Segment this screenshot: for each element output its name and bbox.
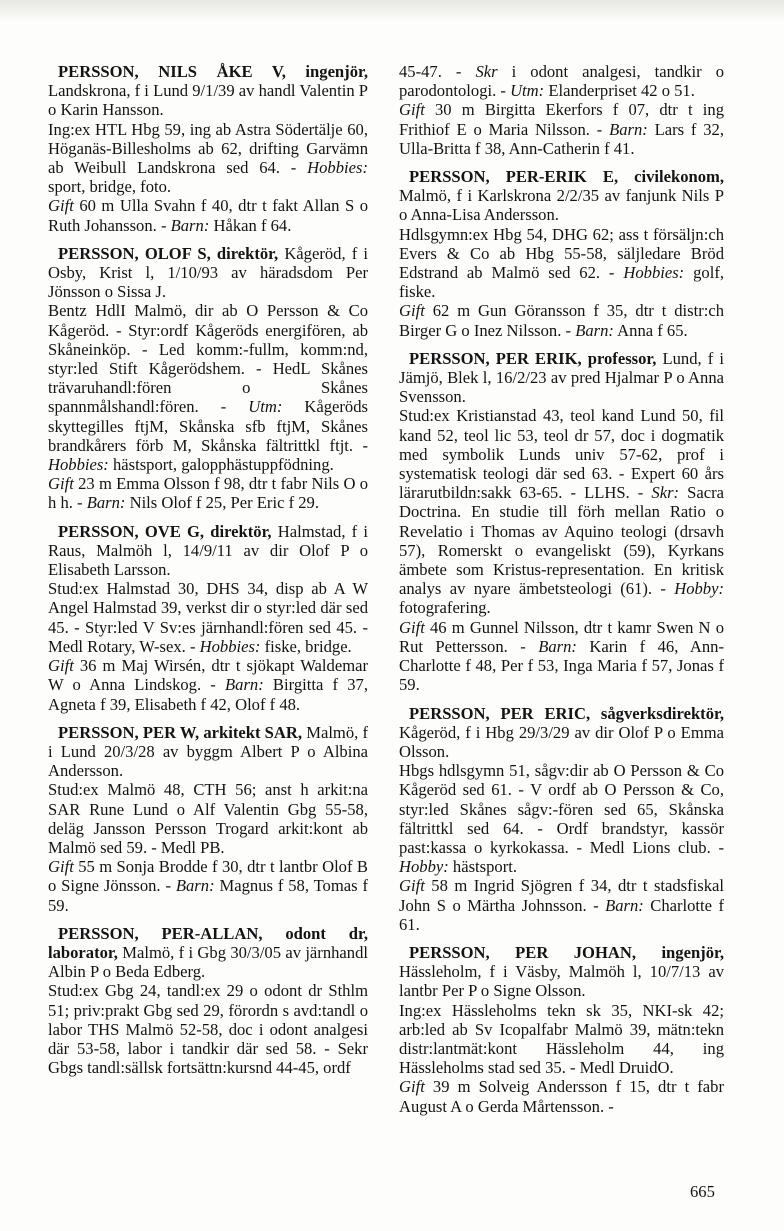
- field-label: Utm:: [510, 81, 545, 101]
- entry-career-paragraph: [399, 943, 724, 1077]
- field-label: Hobby:: [399, 857, 449, 877]
- entry-text: Hdlsgymn:ex Hbg 54, DHG 62; ass t försäljn:ch Evers & Co ab Hbg 55-58, säljledare Bröd Edstrand ab Malmö sed 62. -: [399, 224, 724, 283]
- entry-intro: Malmö, f i Karlskrona 2/2/35 av fanjunk Nils P o Anna-Lisa Andersson.: [399, 186, 724, 225]
- entry-intro: Landskrona, f i Lund 9/1/39 av handl Valentin P o Karin Hansson.: [48, 81, 368, 120]
- entry-text: Birgitta f 37, Agneta f 39, Elisabeth f 42, Olof f 48.: [48, 675, 368, 714]
- field-label: Hobbies:: [307, 158, 368, 178]
- entry-name: PERSSON, PER-ERIK E,: [409, 167, 619, 187]
- entry-name: PERSSON, PER W,: [58, 722, 200, 742]
- entry-name: PERSSON, PER-ALLAN,: [58, 923, 263, 943]
- entry-text: Ing:ex HTL Hbg 59, ing ab Astra Södertälje 60, Höganäs-Billesholms ab 62, drifting Garvämn ab Weibull Landskrona sed 64. -: [48, 119, 368, 178]
- entry-name: PERSSON, OVE G,: [58, 521, 205, 541]
- entry-career-paragraph: [48, 723, 368, 857]
- entry-text: Ing:ex Hässleholms tekn sk 35, NKI-sk 42; arb:led ab Sv Icopalfabr Malmö 39, mätn:tekn distr:lantmät:kont Hässleholm 44, ing Hässleholms stad sed 35. - Medl DruidO.: [399, 1000, 724, 1078]
- entry-title: direktör,: [210, 243, 279, 263]
- entry-text: 30 m Birgitta Ekerfors f 07, dtr t ing Frithiof E o Maria Nilsson. -: [399, 100, 724, 139]
- entry-text: 45-47. -: [399, 62, 476, 81]
- page-top-shadow: [0, 0, 784, 22]
- field-label: Gift: [48, 196, 74, 216]
- field-label: Gift: [399, 876, 425, 896]
- entry-intro: Lund, f i Jämjö, Blek l, 16/2/23 av pred Hjalmar P o Anna Svensson.: [399, 348, 724, 407]
- biography-entry: [399, 704, 724, 934]
- entry-text: 23 m Emma Olsson f 98, dtr t fabr Nils O o h h. -: [48, 474, 368, 513]
- entry-text: 46 m Gunnel Nilsson, dtr t kamr Swen N o Rut Pettersson. -: [399, 617, 724, 656]
- entry-text: 58 m Ingrid Sjögren f 34, dtr t stadsfiskal John S o Märtha Johnsson. -: [399, 876, 724, 915]
- entry-text: Lars f 32, Ulla-Britta f 38, Ann-Catherin f 41.: [399, 119, 724, 158]
- field-label: Barn:: [175, 876, 215, 896]
- entry-title: direktör,: [204, 521, 272, 541]
- entry-text: Stud:ex Malmö 48, CTH 56; anst h arkit:na SAR Rune Lund o Alf Valentin Gbg 55-58, deläg Jansson Persson Trogard arkit:kont ab Malmö sed 59. - Medl PB.: [48, 780, 368, 857]
- entry-text: fiske, bridge.: [260, 636, 352, 656]
- entry-intro: Kågeröd, f i Hbg 29/3/29 av dir Olof P o Emma Olsson.: [399, 722, 724, 761]
- entry-title: ingenjör,: [285, 62, 368, 81]
- entry-career-paragraph: [399, 704, 724, 877]
- entry-title: professor,: [581, 348, 657, 368]
- entry-text: Stud:ex Kristianstad 43, teol kand Lund 50, fil kand 52, teol lic 53, teol dr 57, doc i dogmatik med symbolik Lunds univ 57-62, prof i systematisk teologi där sed 63. - Expert 60 års lärarutbildn:sakk 63-65. - LLHS. -: [399, 406, 724, 503]
- entry-career-paragraph: [399, 167, 724, 301]
- entry-text: hästsport, galopphästuppfödning.: [108, 455, 334, 475]
- field-label: Skr:: [651, 483, 680, 503]
- entry-text: Charlotte f 61.: [399, 895, 724, 934]
- entry-paragraph: [399, 618, 724, 695]
- entry-intro: Hässleholm, f i Väsby, Malmöh l, 10/7/13 av lantbr Per P o Signe Olsson.: [399, 962, 724, 1001]
- entry-text: 55 m Sonja Brodde f 30, dtr t lantbr Olof B o Signe Jönsson. -: [48, 857, 368, 896]
- entry-text: Håkan f 64.: [209, 215, 292, 235]
- entry-paragraph: [48, 857, 368, 915]
- entry-title: ingenjör,: [636, 942, 724, 962]
- entry-career-paragraph: [48, 924, 368, 1078]
- entry-intro: Malmö, f i Lund 20/3/28 av byggm Albert P o Albina Andersson.: [48, 722, 368, 781]
- entry-text: fotografering.: [399, 598, 491, 618]
- entry-intro: Kågeröd, f i Osby, Krist l, 1/10/93 av häradsdom Per Jönsson o Sissa J.: [48, 243, 368, 302]
- field-label: Barn:: [86, 493, 126, 513]
- field-label: Gift: [48, 656, 74, 676]
- entry-career-paragraph: [399, 349, 724, 618]
- entry-title: civilekonom,: [618, 167, 725, 187]
- entry-paragraph: [399, 100, 724, 158]
- entry-paragraph: [399, 301, 724, 339]
- entry-continuation: [399, 62, 724, 158]
- biography-entry: [48, 522, 368, 714]
- field-label: Hobbies:: [199, 636, 261, 656]
- entry-intro: Malmö, f i Gbg 30/3/05 av järnhandl Albin P o Beda Edberg.: [48, 942, 368, 982]
- entry-text: Magnus f 58, Tomas f 59.: [48, 876, 368, 915]
- entry-text: Nils Olof f 25, Per Eric f 29.: [125, 493, 319, 513]
- field-label: Gift: [399, 617, 425, 637]
- entry-text: Hbgs hdlsgymn 51, sågv:dir ab O Persson & Co Kågeröd sed 61. - V ordf ab O Persson & Co, styr:led Skånes sågv:-fören sed 65, Skånska fältrittkl sed 64. - Ordf brandstyr, kassör past:kassa o kyrkokassa. - Medl Lions club. -: [399, 761, 724, 857]
- biography-entry: [399, 349, 724, 695]
- field-label: Hobby:: [674, 579, 724, 599]
- entry-text: 36 m Maj Wirsén, dtr t sjökapt Waldemar W o Anna Lindskog. -: [48, 656, 368, 695]
- entry-title: odont dr, laborator,: [48, 923, 369, 962]
- field-label: Hobbies:: [48, 455, 109, 475]
- entry-name: PERSSON, NILS ÅKE V,: [58, 62, 286, 81]
- entry-career-paragraph: [48, 522, 368, 656]
- entry-paragraph: [399, 62, 724, 100]
- field-label: Gift: [399, 100, 425, 120]
- entry-text: Kågeröds skyttegilles ftjM, Skånska sfb ftjM, Skånes brandkårers förb M, Skånska fältrittkl ftjt. -: [48, 397, 368, 455]
- entry-name: PERSSON, OLOF S,: [58, 243, 211, 263]
- entry-text: 62 m Gun Göransson f 35, dtr t distr:ch Birger G o Inez Nilsson. -: [399, 301, 724, 340]
- field-label: Gift: [48, 857, 74, 877]
- entry-text: 60 m Ulla Svahn f 40, dtr t fakt Allan S o Ruth Johansson. -: [48, 196, 368, 235]
- entry-text: Karin f 46, Ann-Charlotte f 48, Per f 53, Inga Maria f 57, Jonas f 59.: [399, 636, 724, 695]
- field-label: Barn:: [170, 215, 210, 235]
- page-number: 665: [690, 1182, 715, 1201]
- field-label: Barn:: [538, 636, 577, 656]
- entry-paragraph: [48, 474, 368, 512]
- field-label: Utm:: [248, 397, 283, 417]
- entry-text: golf, fiske.: [399, 263, 724, 302]
- entry-text: hästsport.: [448, 857, 517, 877]
- entry-name: PERSSON, PER ERIK,: [409, 348, 582, 368]
- field-label: Barn:: [575, 320, 614, 340]
- right-column: [399, 62, 724, 1125]
- entry-text: Anna f 65.: [613, 320, 688, 340]
- entry-text: Elanderpriset 42 o 51.: [544, 81, 695, 101]
- left-column: [48, 62, 368, 1086]
- biography-entry: [48, 723, 368, 915]
- entry-intro: Halmstad, f i Raus, Malmöh l, 14/9/11 av dir Olof P o Elisabeth Larsson.: [48, 521, 369, 580]
- field-label: Gift: [48, 474, 74, 494]
- entry-title: sågverksdirektör,: [590, 703, 724, 723]
- biography-entry: [399, 943, 724, 1116]
- entry-career-paragraph: [48, 62, 368, 196]
- field-label: Skr: [475, 62, 498, 81]
- entry-name: PERSSON, PER ERIC,: [409, 703, 591, 723]
- entry-name: PERSSON, PER JOHAN,: [409, 942, 636, 962]
- entry-text: 39 m Solveig Andersson f 15, dtr t fabr August A o Gerda Mårtensson. -: [399, 1077, 724, 1116]
- field-label: Gift: [399, 301, 425, 321]
- field-label: Hobbies:: [623, 263, 685, 283]
- entry-text: Sacra Doctrina. En studie till förh mellan Ratio o Revelatio i Thomas av Aquino teologi (drsavh 57), Romerskt o evangeliskt (59), Kyrkans ämbete som Kristus-representation. En kritisk analys av nyare ämbetsteologi (61). -: [399, 483, 724, 599]
- biography-entry: [399, 167, 724, 340]
- entry-text: sport, bridge, foto.: [48, 177, 172, 197]
- entry-text: i odont analgesi, tandkir o parodontologi. -: [399, 62, 725, 101]
- field-label: Gift: [399, 1077, 425, 1097]
- entry-paragraph: [399, 1077, 724, 1115]
- field-label: Barn:: [605, 895, 644, 915]
- entry-text: Bentz HdlI Malmö, dir ab O Persson & Co Kågeröd. - Styr:ordf Kågeröds energifören, ab Skåneinköp. - Led komm:-fullm, komm:nd, styr:led Stift Kågerödshem. - HedL Skånes trävaruhandl:fören o Skånes spannmålshandl:fören. -: [48, 301, 368, 417]
- entry-paragraph: [48, 196, 368, 234]
- entry-text: Stud:ex Gbg 24, tandl:ex 29 o odont dr Sthlm 51; priv:prakt Gbg sed 29, förordn s avd:tandl o labor THS Malmö 52-58, doc i odont analgesi där 53-58, labor i tandkir där sed 58. - Sekr Gbgs tandl:sällsk fortsättn:kursnd 44-45, ordf: [48, 981, 368, 1078]
- field-label: Barn:: [225, 675, 264, 695]
- entry-title: arkitekt SAR,: [199, 722, 303, 742]
- field-label: Barn:: [609, 119, 648, 139]
- entry-paragraph: [399, 876, 724, 934]
- entry-text: Stud:ex Halmstad 30, DHS 34, disp ab A W Angel Halmstad 39, verkst dir o styr:led där sed 45. - Styr:led V Sv:es järnhandl:fören sed 45. - Medl Rotary, W-sex. -: [48, 579, 368, 656]
- entry-paragraph: [48, 656, 368, 714]
- biography-entry: [48, 244, 368, 513]
- biography-entry: [48, 924, 368, 1078]
- biography-entry: [48, 62, 368, 235]
- entry-career-paragraph: [48, 244, 368, 474]
